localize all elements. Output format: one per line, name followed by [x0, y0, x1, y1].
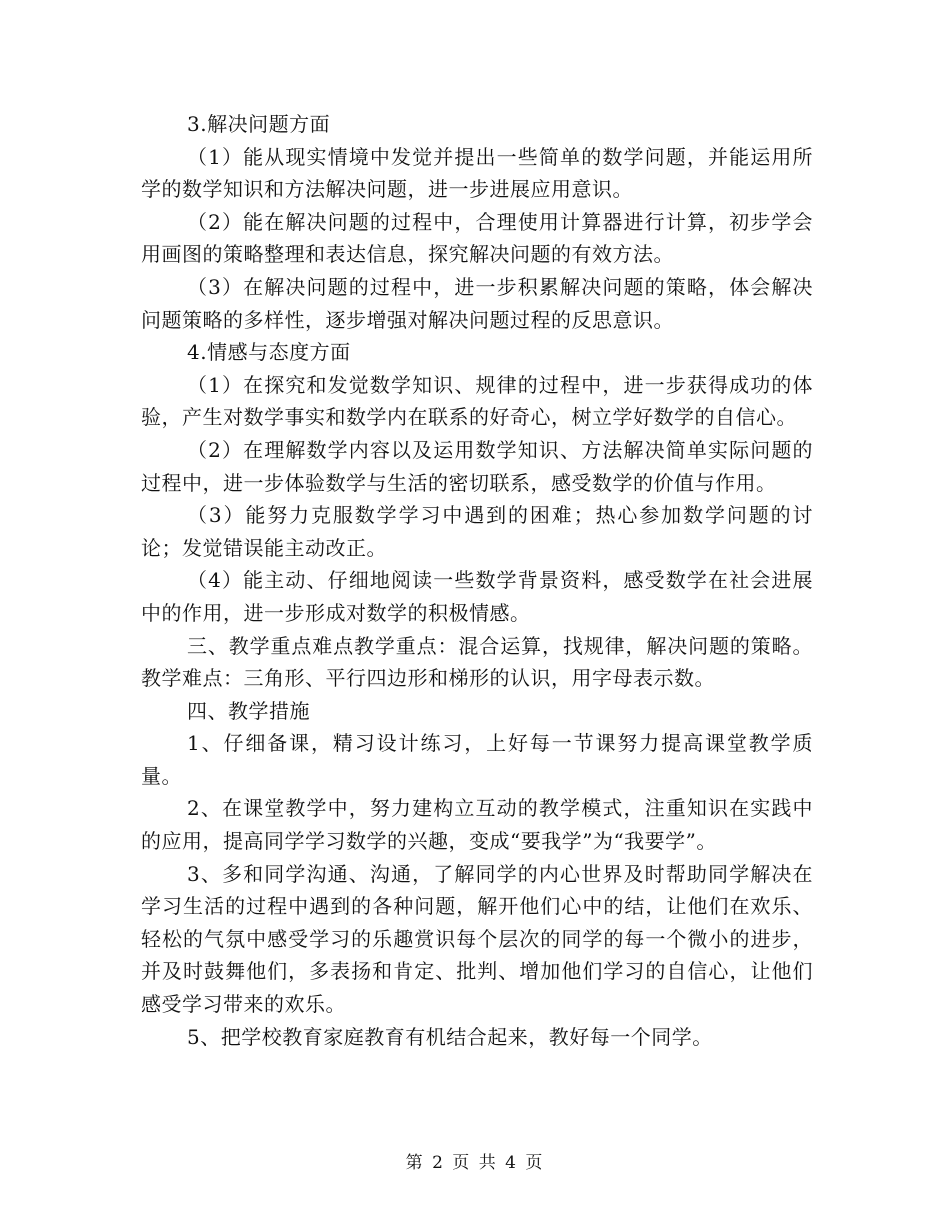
paragraph: 5、把学校教育家庭教育有机结合起来，教好每一个同学。 — [187, 1024, 713, 1049]
section-heading-teaching-measures: 四、教学措施 — [187, 698, 310, 723]
paragraph-key-points: 三、教学重点难点教学重点：混合运算，找规律，解决问题的策略。教学难点：三角形、平行四边形和梯形的认识，用字母表示数。 — [141, 633, 813, 691]
section-heading-problem-solving: 3.解决问题方面 — [187, 112, 331, 136]
paragraph: 2、在课堂教学中，努力建构立互动的教学模式，注重知识在实践中的应用，提高同学学习数学的兴趣，变成“要我学”为“我要学”。 — [141, 796, 813, 854]
section-heading-emotion-attitude: 4.情感与态度方面 — [187, 340, 351, 365]
paragraph: 3、多和同学沟通、沟通，了解同学的内心世界及时帮助同学解决在学习生活的过程中遇到的各种问题，解开他们心中的结，让他们在欢乐、轻松的气氛中感受学习的乐趣赏识每个层次的同学的每一个微小的进步，并及时鼓舞他们，多表扬和肯定、批判、增加他们学习的自信心，让他们感受学习带来的欢乐。 — [141, 861, 813, 1017]
paragraph: （4）能主动、仔细地阅读一些数学背景资料，感受数学在社会进展中的作用，进一步形成对数学的积极情感。 — [141, 568, 813, 625]
paragraph: （1）在探究和发觉数学知识、规律的过程中，进一步获得成功的体验，产生对数学事实和数学内在联系的好奇心，树立学好数学的自信心。 — [141, 372, 813, 430]
paragraph: 1、仔细备课，精习设计练习，上好每一节课努力提高课堂教学质量。 — [141, 731, 813, 788]
paragraph: （2）能在解决问题的过程中，合理使用计算器进行计算，初步学会用画图的策略整理和表达信息，探究解决问题的有效方法。 — [141, 209, 813, 267]
document-body — [141, 108, 813, 1053]
paragraph: （2）在理解数学内容以及运用数学知识、方法解决简单实际问题的过程中，进一步体验数学与生活的密切联系，感受数学的价值与作用。 — [141, 437, 813, 495]
paragraph: （1）能从现实情境中发觉并提出一些简单的数学问题，并能运用所学的数学知识和方法解决问题，进一步进展应用意识。 — [141, 144, 813, 202]
paragraph: （3）在解决问题的过程中，进一步积累解决问题的策略，体会解决问题策略的多样性，逐步增强对解决问题过程的反思意识。 — [141, 274, 813, 332]
paragraph: （3）能努力克服数学学习中遇到的困难；热心参加数学问题的讨论；发觉错误能主动改正。 — [141, 503, 813, 560]
page-number-footer: 第 2 页 共 4 页 — [405, 1153, 545, 1173]
